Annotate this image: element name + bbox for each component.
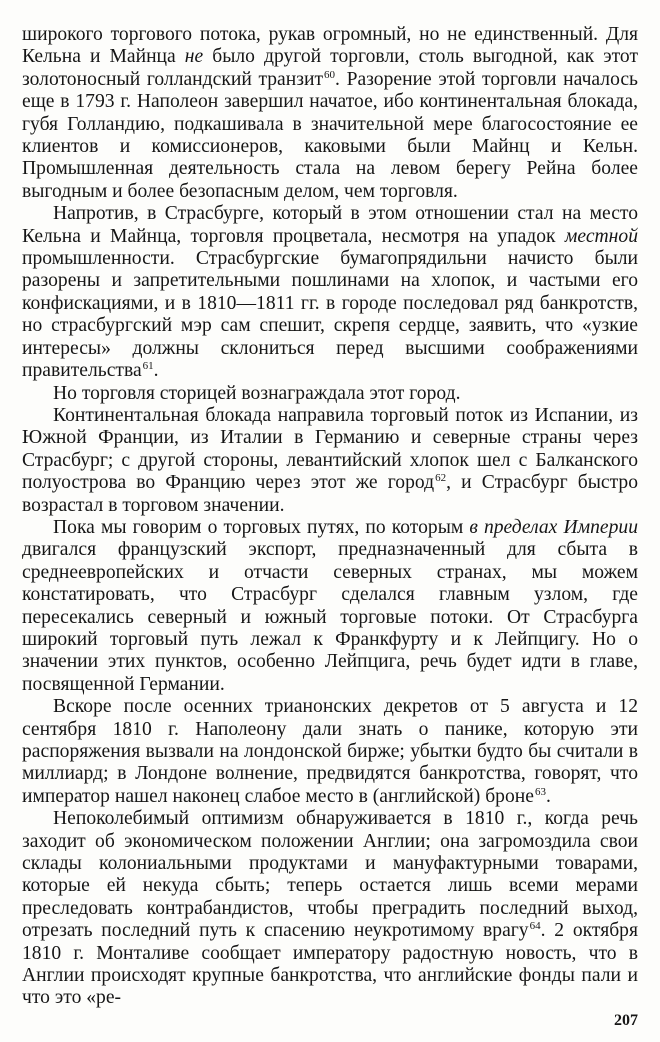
text-run: .	[545, 785, 551, 807]
footnote-ref: 63	[534, 785, 546, 798]
footnote-ref: 61	[142, 360, 154, 373]
text-run: . 2 октября 1810 г. Монталиве сообщает императору радостную новость, что в Англии происходят крупные банкротства, что английские фонды пали и что это «ре-	[22, 920, 638, 1009]
text-run: .	[153, 360, 159, 382]
page-number: 207	[614, 1012, 638, 1029]
text-run: широкого торгового потока, рукав огромный, но не единственный. Для Кельна и Майнца	[22, 24, 638, 68]
text-run: Пока мы говорим о торговых путях, по которым	[53, 516, 470, 538]
text-run: , и Страсбург быстро возрастал в торговом значении.	[22, 472, 639, 516]
text-run: Но торговля сторицей вознаграждала этот город.	[53, 382, 461, 404]
footnote-ref: 64	[529, 920, 541, 933]
text-run: Напротив, в Страсбурге, который в этом отношении стал на место Кельна и Майнца, торговля процветала, несмотря на упадок	[22, 203, 638, 247]
page-text	[22, 24, 638, 1010]
text-run: Континентальная блокада направила торговый поток из Испании, из Южной Франции, из Италии в Германию и северные страны через Страсбург; с другой стороны, левантийский хлопок шел с Балканского полуострова во Францию через этот же город	[22, 404, 638, 494]
footnote-ref: 62	[435, 472, 447, 485]
text-run: промышленности. Страсбургские бумагопрядильни начисто были разорены и запретительными пошлинами на хлопок, и частыми его конфискациями, и в 1810—1811 гг. в городе последовал ряд банкротств, но страсбургский мэр сам спешит, скрепя сердце, заявить, что «узкие интересы» должны склониться перед высшими соображениями правительства	[22, 248, 638, 382]
paragraph	[22, 24, 638, 203]
paragraph	[22, 696, 638, 808]
footnote-ref: 60	[324, 68, 336, 81]
text-run: Вскоре после осенних трианонских декретов от 5 августа и 12 сентября 1810 г. Наполеону дали знать о панике, которую эти распоряжения вызвали на лондонской бирже; убытки будто бы считали в миллиард; в Лондоне волнение, предвидятся банкротства, говорят, что император нашел наконец слабое место в (английской) броне	[22, 696, 638, 807]
paragraph	[22, 517, 638, 696]
paragraph	[22, 405, 638, 517]
paragraph	[22, 203, 638, 382]
paragraph	[22, 383, 638, 405]
italic-text: в пределах Империи	[469, 516, 638, 538]
italic-text: местной	[564, 225, 638, 247]
paragraph	[22, 808, 638, 1010]
text-run: . Разорение этой торговли началось еще в 1793 г. Наполеон завершил начатое, ибо континентальная блокада, губя Голландию, подкашивала в значительной мере благосостояние ее клиентов и комиссионеров, каковыми были Майнц и Кельн. Промышленная деятельность стала на левом берегу Рейна более выгодным и более безопасным делом, чем торговля.	[22, 68, 638, 202]
text-run: Непоколебимый оптимизм обнаруживается в 1810 г., когда речь заходит об экономическом положении Англии; она загромоздила свои склады колониальными продуктами и мануфактурными товарами, которые ей некуда сбыть; теперь остается лишь всеми мерами преследовать контрабандистов, чтобы преградить последний выход, отрезать последний путь к спасению неукротимому врагу	[22, 808, 638, 942]
italic-text: не	[184, 46, 204, 68]
text-run: двигался французский экспорт, предназначенный для сбыта в среднеевропейских и отчасти северных странах, мы можем констатировать, что Страсбург сделался главным узлом, где пересекались северный и южный торговые потоки. От Страсбурга широкий торговый путь лежал к Франкфурту и к Лейпцигу. Но о значении этих пунктов, особенно Лейпцига, речь будет идти в главе, посвященной Германии.	[22, 539, 638, 695]
text-run: было другой торговли, столь выгодной, как этот золотоносный голландский транзит	[22, 46, 639, 90]
